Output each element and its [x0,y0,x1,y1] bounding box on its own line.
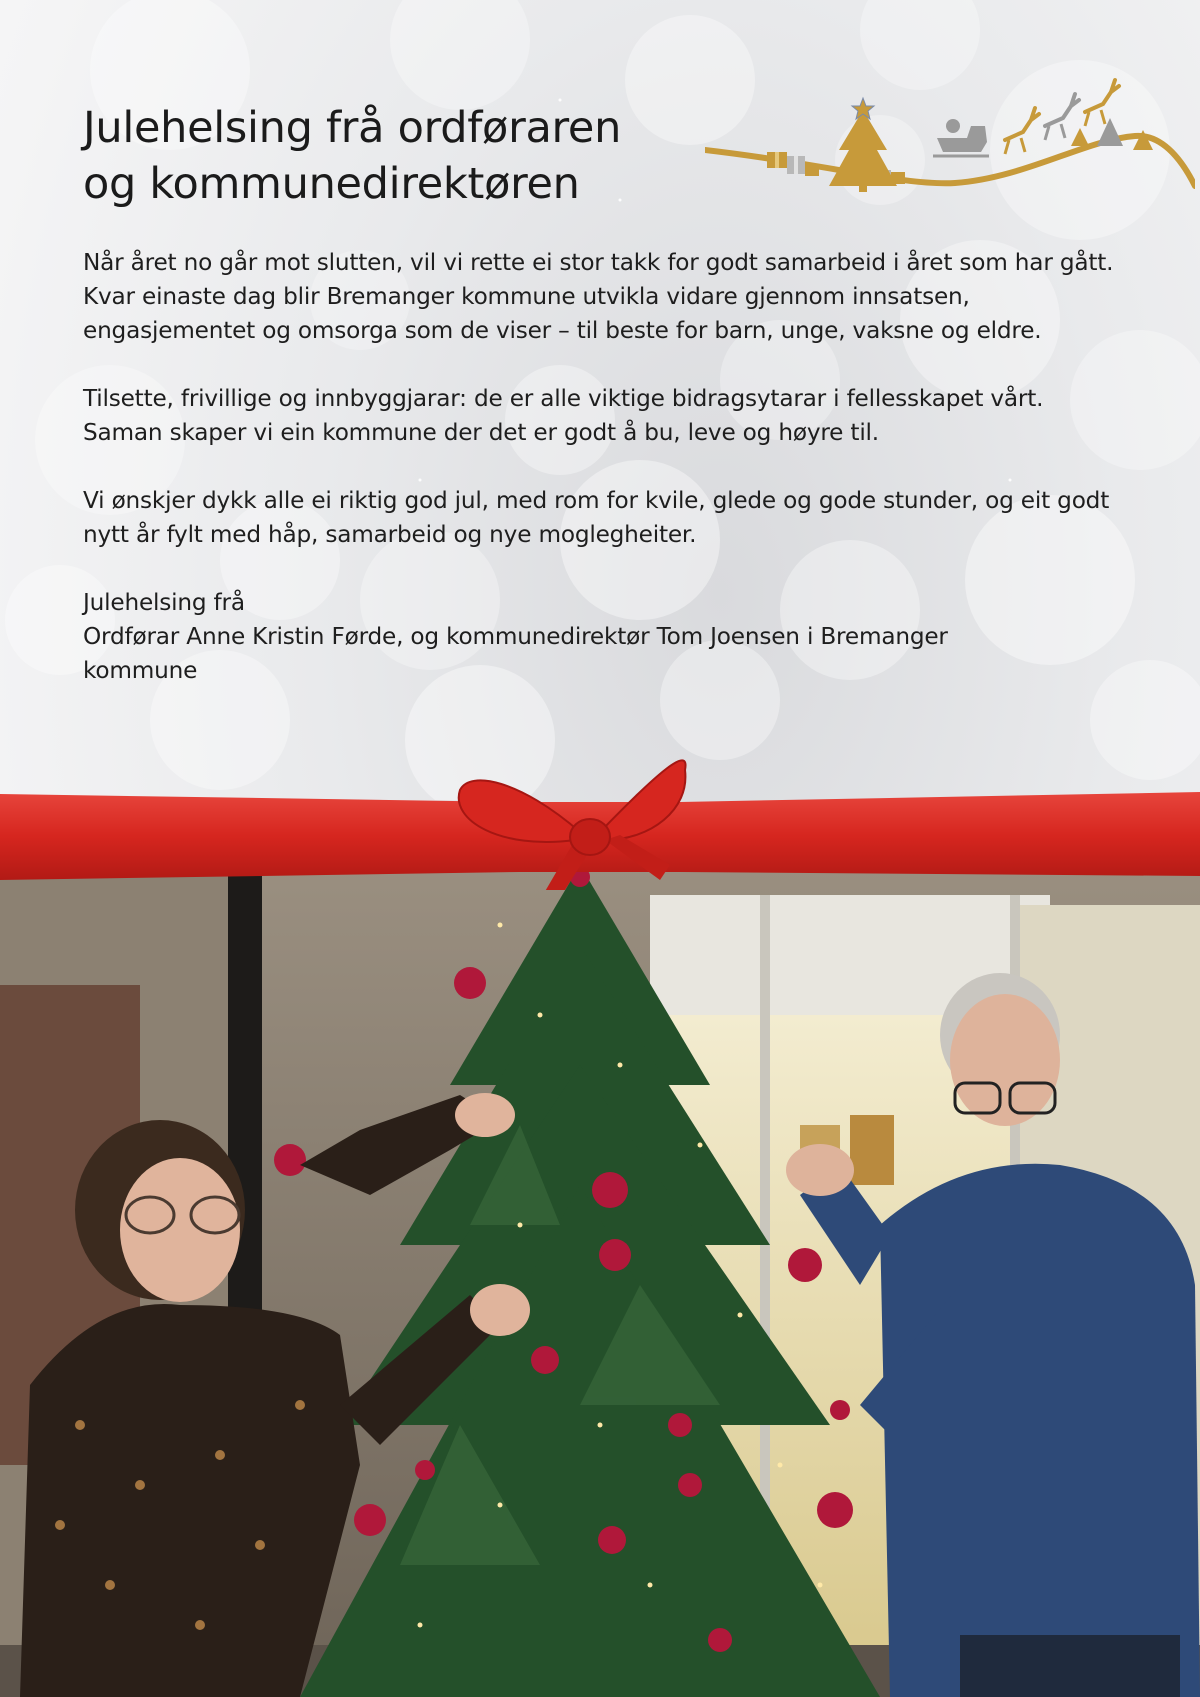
signature-line-3: kommune [83,657,198,684]
greeting-body [83,246,1123,688]
photo-christmas-tree [0,865,1200,1697]
signature [83,586,1123,688]
red-ribbon [0,740,1200,890]
signature-line-2: Ordførar Anne Kristin Førde, og kommunedirektør Tom Joensen i Bremanger [83,623,948,650]
title-line-2: og kommunedirektøren [83,159,580,209]
paragraph-1: Når året no går mot slutten, vil vi rette ei stor takk for godt samarbeid i året som har gått. Kvar einaste dag blir Bremanger kommune utvikla vidare gjennom innsatsen, engasjementet og omsorga som de viser – til beste for barn, unge, vaksne og eldre. [83,249,1114,344]
signature-line-1: Julehelsing frå [83,589,245,616]
page-title [83,100,621,212]
paragraph-2: Tilsette, frivillige og innbyggjarar: de er alle viktige bidragsytarar i fellesskapet vårt. Saman skaper vi ein kommune der det er godt å bu, leve og høyre til. [83,385,1044,446]
santa-sleigh-scene [705,68,1195,208]
paragraph-3: Vi ønskjer dykk alle ei riktig god jul, med rom for kvile, glede og gode stunder, og eit godt nytt år fylt med håp, samarbeid og nye moglegheiter. [83,487,1110,548]
sleigh-icon [933,119,989,156]
christmas-tree-icon [829,110,897,192]
title-line-1: Julehelsing frå ordføraren [83,103,622,153]
